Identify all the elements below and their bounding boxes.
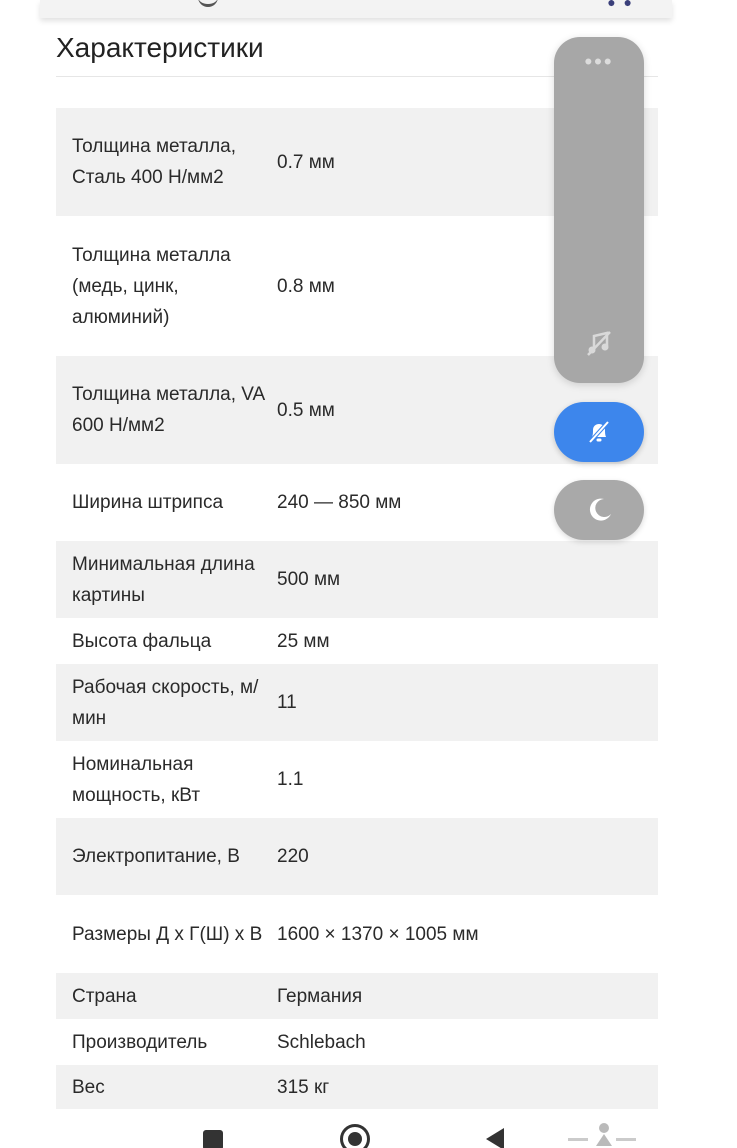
- table-row: [56, 895, 658, 973]
- top-app-bar: [40, 0, 672, 18]
- spec-value: 240 — 850 мм: [277, 492, 402, 513]
- top-bar-left-icon[interactable]: [198, 0, 218, 7]
- spec-label: Толщина металла, Сталь 400 Н/мм2: [72, 136, 237, 188]
- table-row: [56, 818, 658, 895]
- spec-value: 315 кг: [277, 1076, 330, 1098]
- home-circle-icon[interactable]: [340, 1124, 370, 1148]
- more-dots-icon[interactable]: •••: [584, 49, 614, 74]
- spec-label: Ширина штрипса: [72, 492, 224, 513]
- bell-off-icon: [585, 418, 613, 446]
- spec-label: Страна: [72, 985, 137, 1007]
- spec-value: Германия: [277, 985, 363, 1007]
- back-triangle-icon[interactable]: [486, 1128, 504, 1148]
- spec-value: 220: [277, 846, 309, 867]
- watermark-logo: [560, 1120, 640, 1148]
- spec-value: 0.8 мм: [277, 275, 335, 297]
- table-row: [56, 541, 658, 618]
- spec-value: 0.5 мм: [277, 399, 335, 421]
- spec-label: Минимальная длина картины: [72, 553, 255, 606]
- music-off-icon[interactable]: [585, 329, 613, 357]
- table-row: [56, 973, 658, 1019]
- spec-value: 0.7 мм: [277, 151, 335, 173]
- system-nav-bar: [0, 1118, 737, 1148]
- spec-label: Производитель: [72, 1031, 208, 1053]
- spec-label: Рабочая скорость, м/мин: [72, 676, 259, 729]
- spec-label: Номинальная мощность, кВт: [72, 753, 201, 806]
- spec-value: 1600 × 1370 × 1005 мм: [277, 923, 479, 945]
- spec-label: Толщина металла (медь, цинк, алюминий): [72, 244, 231, 328]
- spec-label: Электропитание, В: [72, 846, 240, 867]
- table-row: [56, 1019, 658, 1065]
- table-row: [56, 664, 658, 741]
- spec-value: 11: [277, 692, 297, 713]
- spec-label: Высота фальца: [72, 630, 212, 652]
- dark-mode-button[interactable]: [554, 480, 644, 540]
- table-row: [56, 618, 658, 664]
- square-icon[interactable]: [203, 1130, 223, 1148]
- spec-value: Schlebach: [277, 1031, 366, 1053]
- floating-side-panel: [554, 37, 644, 383]
- spec-label: Размеры Д х Г(Ш) х В: [72, 923, 263, 945]
- table-row: [56, 741, 658, 818]
- spec-value: 25 мм: [277, 630, 330, 652]
- page-title: Характеристики: [56, 32, 264, 63]
- moon-icon: [586, 495, 614, 523]
- spec-value: 500 мм: [277, 569, 341, 590]
- mute-notifications-button[interactable]: [554, 402, 644, 462]
- spec-label: Толщина металла, VA 600 Н/мм2: [72, 384, 265, 436]
- spec-label: Вес: [72, 1076, 105, 1098]
- table-row: [56, 1065, 658, 1109]
- top-bar-right-icon[interactable]: ● ●: [607, 0, 634, 10]
- spec-value: 1.1: [277, 769, 304, 790]
